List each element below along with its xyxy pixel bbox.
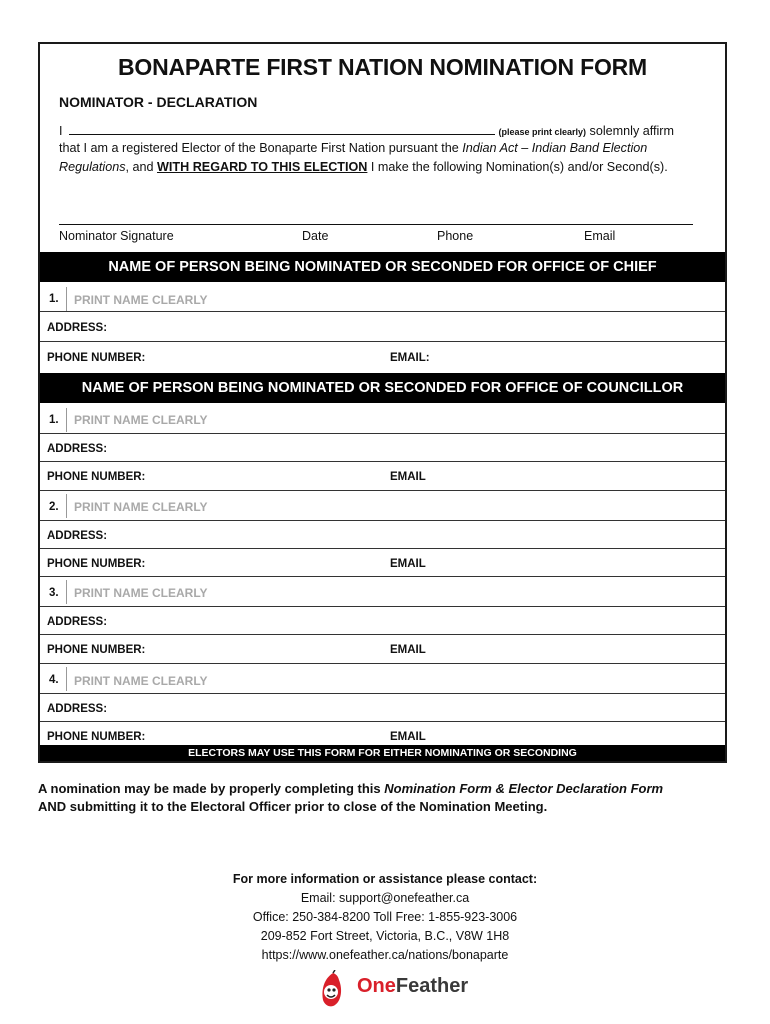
contact-url[interactable]: https://www.onefeather.ca/nations/bonaparte bbox=[261, 948, 509, 962]
declaration-heading: NOMINATOR - DECLARATION bbox=[59, 94, 258, 110]
councillor-1-separator bbox=[66, 408, 67, 432]
divider bbox=[40, 433, 725, 434]
contact-block bbox=[0, 870, 770, 965]
councillor-4-separator bbox=[66, 667, 67, 691]
councillor-3-name-field[interactable]: PRINT NAME CLEARLY bbox=[74, 586, 208, 600]
councillor-2-phone-label: PHONE NUMBER: bbox=[47, 558, 146, 570]
councillor-1-email-label: EMAIL bbox=[390, 471, 426, 483]
councillor-4-number: 4. bbox=[49, 674, 59, 686]
signature-line[interactable] bbox=[59, 224, 693, 225]
contact-address: 209-852 Fort Street, Victoria, B.C., V8W 1H8 bbox=[260, 929, 510, 943]
councillor-4-name-field[interactable]: PRINT NAME CLEARLY bbox=[74, 674, 208, 688]
divider bbox=[40, 606, 725, 607]
chief-email-label: EMAIL: bbox=[390, 352, 430, 364]
onefeather-logo bbox=[313, 970, 473, 1010]
divider bbox=[40, 721, 725, 722]
councillor-1-number: 1. bbox=[49, 414, 59, 426]
councillor-2-number: 2. bbox=[49, 501, 59, 513]
sig-label-signature: Nominator Signature bbox=[59, 229, 174, 243]
councillor-3-number: 3. bbox=[49, 587, 59, 599]
divider bbox=[40, 490, 725, 491]
councillor-1-phone-label: PHONE NUMBER: bbox=[47, 471, 146, 483]
chief-separator bbox=[66, 287, 67, 311]
chief-address-label: ADDRESS: bbox=[47, 322, 108, 334]
contact-email[interactable]: Email: support@onefeather.ca bbox=[300, 891, 470, 905]
divider bbox=[40, 576, 725, 577]
divider bbox=[40, 341, 725, 342]
nomination-form bbox=[38, 42, 727, 763]
councillor-heading: NAME OF PERSON BEING NOMINATED OR SECONDED FOR OFFICE OF COUNCILLOR bbox=[40, 373, 725, 403]
councillor-3-separator bbox=[66, 580, 67, 604]
contact-heading: For more information or assistance please contact: bbox=[232, 872, 538, 886]
councillor-3-email-label: EMAIL bbox=[390, 644, 426, 656]
divider bbox=[40, 311, 725, 312]
electors-note-band: ELECTORS MAY USE THIS FORM FOR EITHER NOMINATING OR SECONDING bbox=[40, 745, 725, 761]
councillor-2-email-label: EMAIL bbox=[390, 558, 426, 570]
divider bbox=[40, 520, 725, 521]
councillor-4-email-label: EMAIL bbox=[390, 731, 426, 743]
nomination-note: A nomination may be made by properly completing this Nomination Form & Elector Declaration Form AND submitting it to the Electoral Officer prior to close of the Nomination Meeting. bbox=[38, 781, 664, 814]
chief-heading: NAME OF PERSON BEING NOMINATED OR SECONDED FOR OFFICE OF CHIEF bbox=[40, 252, 725, 282]
divider bbox=[40, 634, 725, 635]
declaration-line-1: I (please print clearly) solemnly affirm bbox=[59, 124, 674, 138]
sig-label-date: Date bbox=[302, 229, 329, 243]
declaration-line-3: Regulations, and WITH REGARD TO THIS ELECTION I make the following Nomination(s) and/or Second(s). bbox=[59, 160, 668, 174]
councillor-1-name-field[interactable]: PRINT NAME CLEARLY bbox=[74, 413, 208, 427]
logo-text: OneFeather bbox=[357, 975, 469, 997]
councillor-3-address-label: ADDRESS: bbox=[47, 616, 108, 628]
councillor-2-separator bbox=[66, 494, 67, 518]
councillor-4-phone-label: PHONE NUMBER: bbox=[47, 731, 146, 743]
declaration-line-2: that I am a registered Elector of the Bonaparte First Nation pursuant the Indian Act – Indian Band Election bbox=[59, 141, 648, 155]
contact-phones: Office: 250-384-8200 Toll Free: 1-855-923-3006 bbox=[252, 910, 518, 924]
divider bbox=[40, 693, 725, 694]
form-title: BONAPARTE FIRST NATION NOMINATION FORM bbox=[117, 54, 648, 80]
councillor-3-phone-label: PHONE NUMBER: bbox=[47, 644, 146, 656]
sig-label-phone: Phone bbox=[437, 229, 474, 243]
chief-phone-label: PHONE NUMBER: bbox=[47, 352, 146, 364]
feather-mascot-icon bbox=[313, 970, 353, 1010]
sig-label-email: Email bbox=[584, 229, 616, 243]
chief-name-field[interactable]: PRINT NAME CLEARLY bbox=[74, 293, 208, 307]
councillor-2-name-field[interactable]: PRINT NAME CLEARLY bbox=[74, 500, 208, 514]
elector-name-field[interactable] bbox=[69, 123, 495, 135]
councillor-2-address-label: ADDRESS: bbox=[47, 530, 108, 542]
divider bbox=[40, 663, 725, 664]
councillor-4-address-label: ADDRESS: bbox=[47, 703, 108, 715]
divider bbox=[40, 548, 725, 549]
divider bbox=[40, 461, 725, 462]
councillor-1-address-label: ADDRESS: bbox=[47, 443, 108, 455]
chief-number: 1. bbox=[49, 293, 59, 305]
